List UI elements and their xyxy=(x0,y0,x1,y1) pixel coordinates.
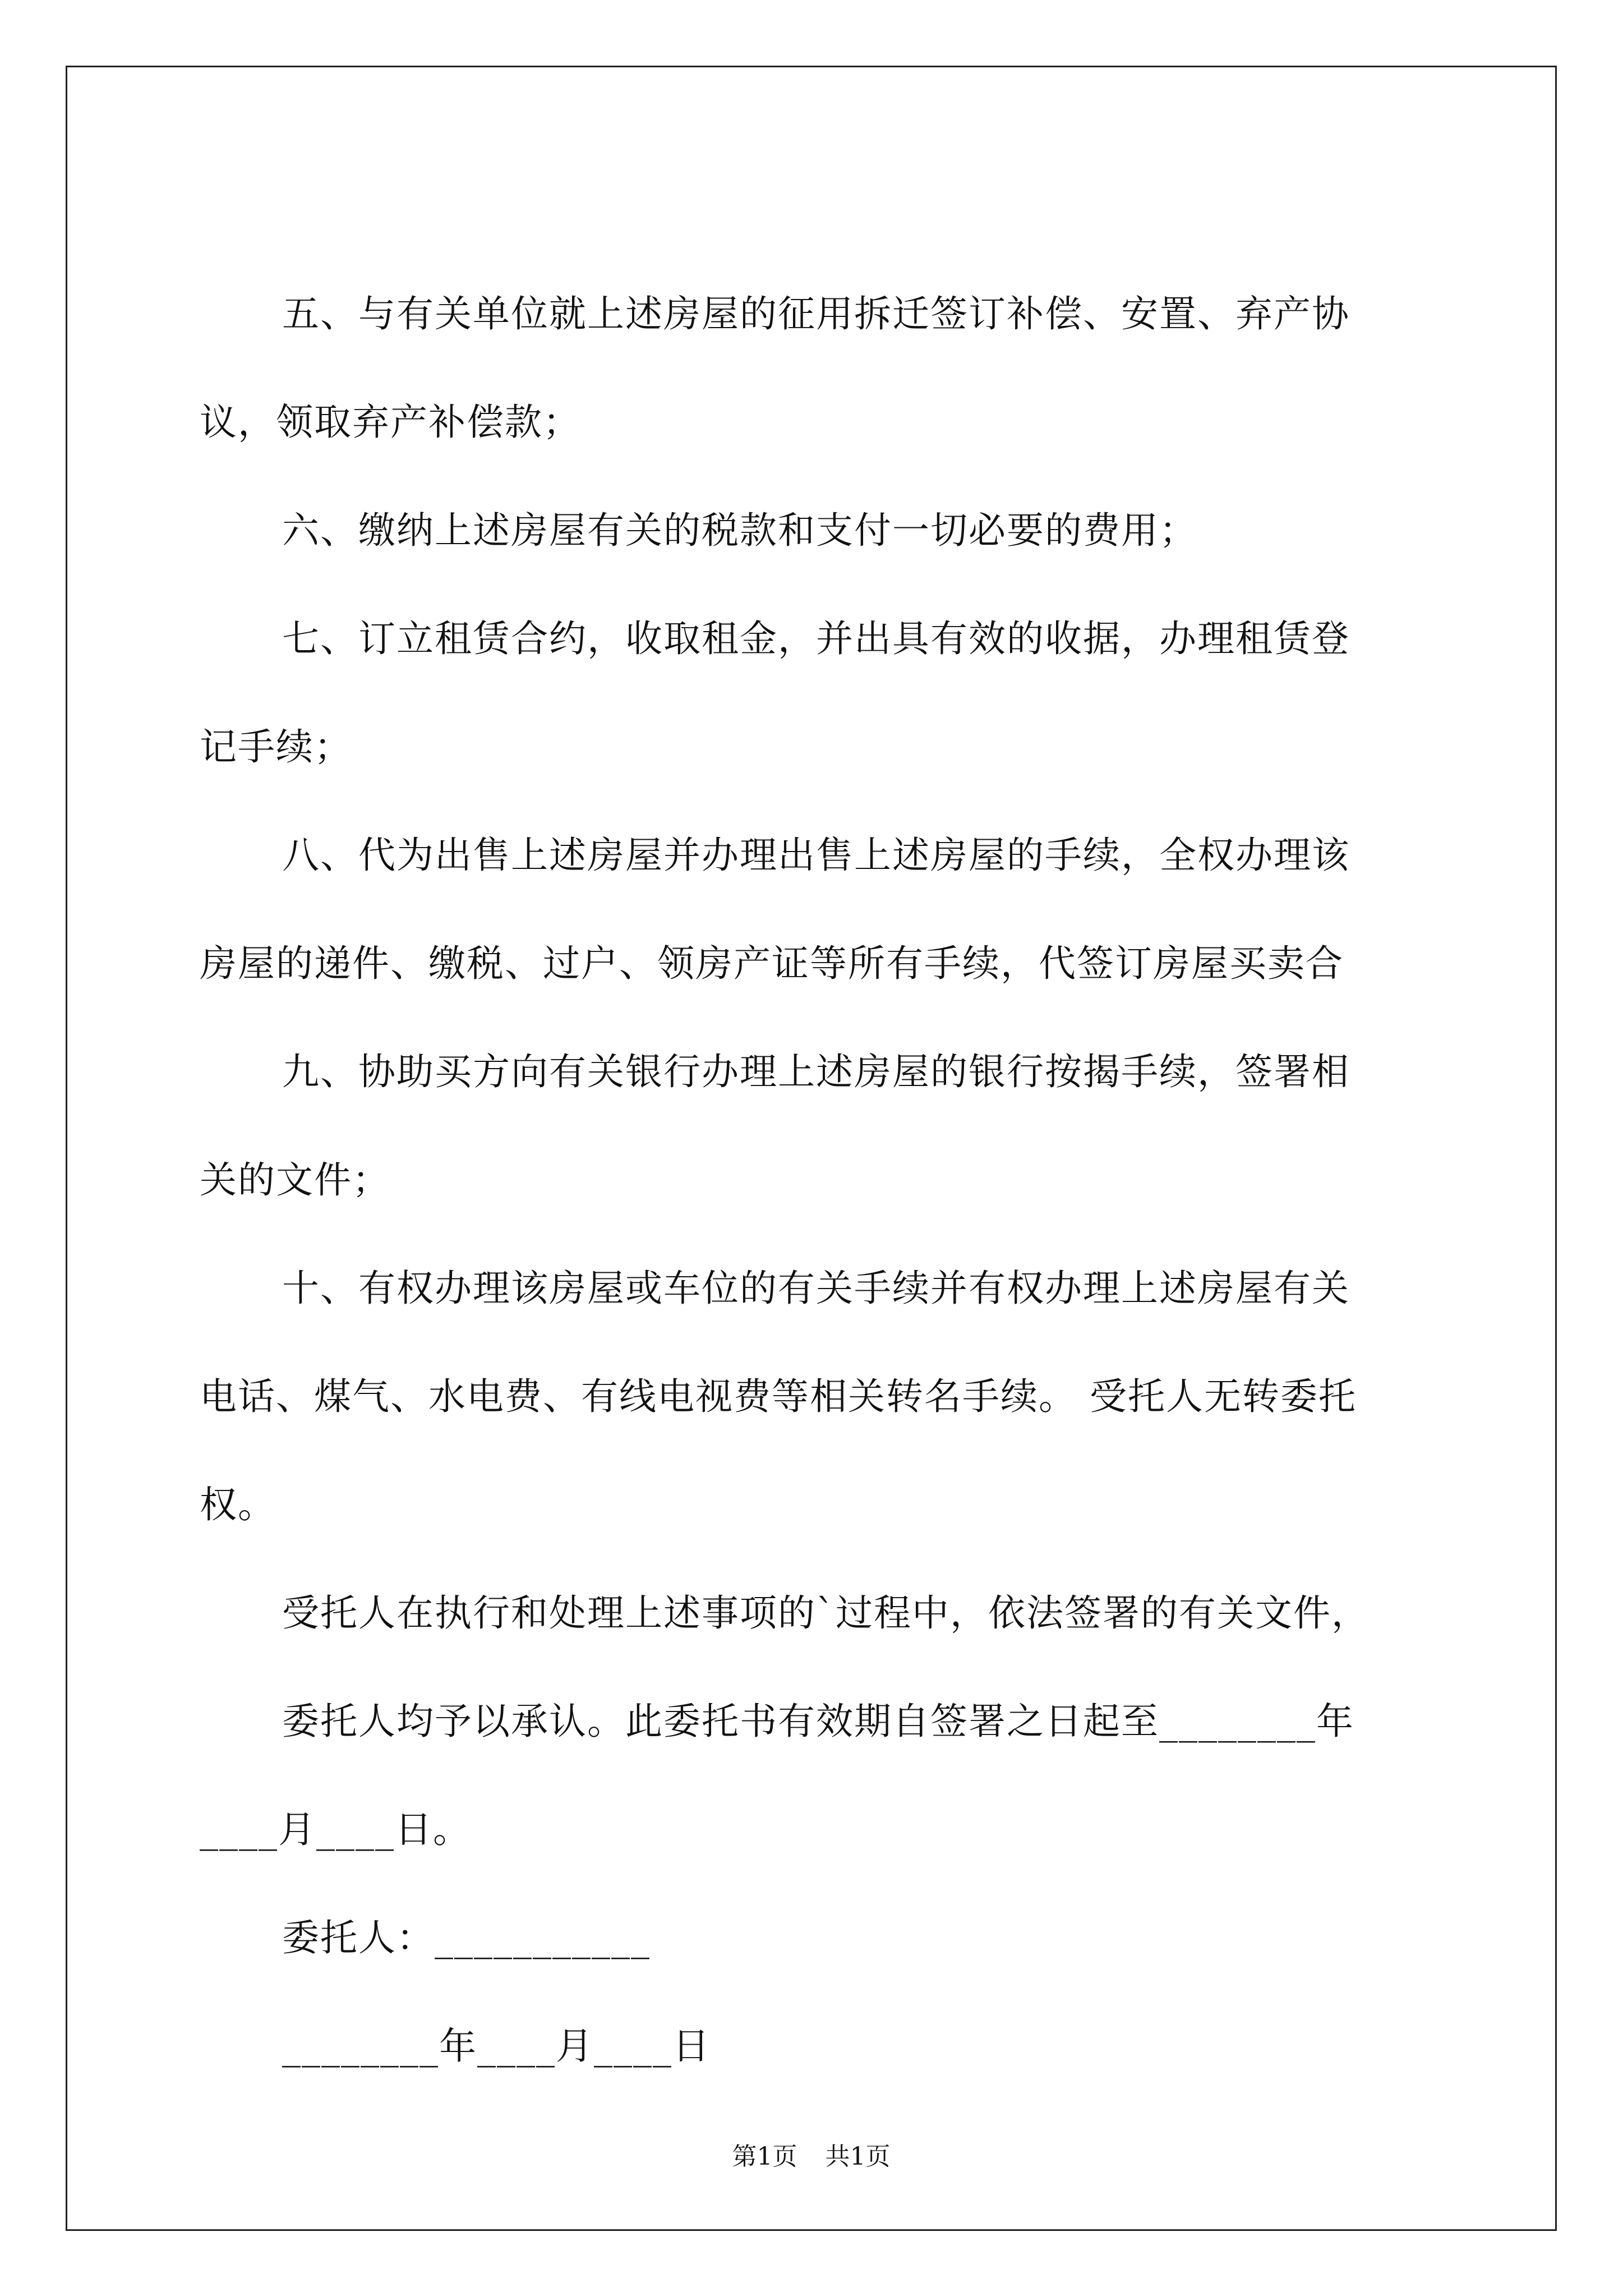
page-frame xyxy=(66,66,1557,2231)
paragraph-line: 委托人均予以承认。此委托书有效期自签署之日起至________年 xyxy=(282,1700,1354,1743)
paragraph-line: 六、缴纳上述房屋有关的税款和支付一切必要的费用； xyxy=(282,509,1197,552)
paragraph-line: 权。 xyxy=(200,1483,276,1526)
paragraph-line: 七、订立租赁合约，收取租金，并出具有效的收据，办理租赁登 xyxy=(282,617,1350,660)
paragraph-line: 电话、煤气、水电费、有线电视费等相关转名手续。 受托人无转委托 xyxy=(200,1375,1357,1418)
document-body xyxy=(67,67,1555,2229)
paragraph-line: 关的文件； xyxy=(200,1158,390,1202)
date-line: ________年____月____日 xyxy=(282,2024,711,2068)
page-number-current: 第1页 xyxy=(732,2142,797,2171)
paragraph-line: 五、与有关单位就上述房屋的征用拆迁签订补偿、安置、弃产协 xyxy=(282,292,1350,335)
paragraph-line: ____月____日。 xyxy=(200,1808,471,1851)
paragraph-line: 十、有权办理该房屋或车位的有关手续并有权办理上述房屋有关 xyxy=(282,1267,1350,1310)
paragraph-line: 受托人在执行和处理上述事项的`过程中，依法签署的有关文件， xyxy=(282,1591,1370,1635)
paragraph-line: 九、协助买方向有关银行办理上述房屋的银行按揭手续，签署相 xyxy=(282,1050,1350,1093)
paragraph-line: 议，领取弃产补偿款； xyxy=(200,401,581,444)
paragraph-line: 八、代为出售上述房屋并办理出售上述房屋的手续，全权办理该 xyxy=(282,834,1350,877)
paragraph-line: 房屋的递件、缴税、过户、领房产证等所有手续，代签订房屋买卖合 xyxy=(200,942,1344,985)
signature-line: 委托人：___________ xyxy=(282,1916,651,1959)
paragraph-line: 记手续； xyxy=(200,725,352,769)
page-number-total: 共1页 xyxy=(825,2142,891,2171)
page-footer xyxy=(67,2140,1555,2174)
